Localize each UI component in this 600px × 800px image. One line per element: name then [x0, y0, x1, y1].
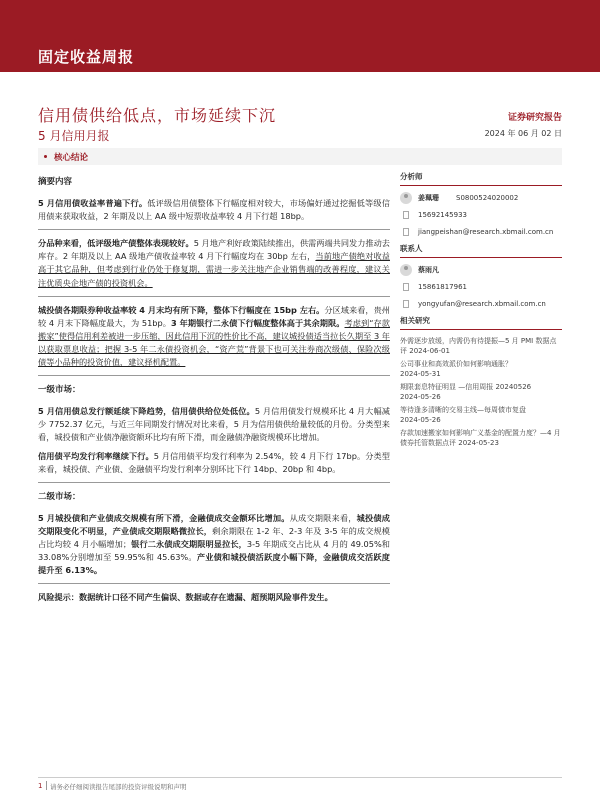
main-content — [38, 172, 390, 609]
related-heading: 相关研究 — [400, 316, 562, 330]
divider — [38, 229, 390, 230]
p4-text: 5 月信用债发行规模环比 4 月大幅减少 7752.37 亿元，与近三年同期发行情况对比来看，5 月为信用债供给量较低的月份。分类型来看，城投债和产业债净融资额环比均有所下滑，而金融债净融资规模环比增加。 — [38, 406, 390, 443]
footer-disclaimer: 请务必仔细阅读报告尾部的投资评级说明和声明 — [50, 783, 187, 791]
primary-market-heading: 一级市场： — [38, 385, 81, 396]
paragraph-6 — [38, 512, 390, 577]
p6-text-3: 3-5 年期成交占比从 4 月的 49.05%和 33.08%分别增加至 59.95%和 45.63%。 — [38, 538, 390, 563]
person-icon — [400, 192, 412, 204]
p2-bold: 分品种来看，低评级地产债整体表现较好。 — [38, 238, 194, 249]
risk-warning — [38, 591, 390, 604]
paragraph-3 — [38, 304, 390, 369]
report-type-label: 证券研究报告 — [507, 113, 562, 123]
p1-text: 低评级信用债整体下行幅度相对较大，市场偏好通过挖掘低等级信用债来获取收益，2 年期及以上 AA 级中短票收益率较 4 月下行超 18bp。 — [38, 198, 390, 222]
p5-text: 5 月信用债平均发行利率为 2.54%，较 4 月下行 17bp。分类型来看，城投债、产业债、金融债平均发行利率分别环比下行 14bp、20bp 和 4bp。 — [38, 450, 390, 474]
mail-icon — [403, 228, 409, 236]
p6-text-2: 剩余期限在 1-2 年、2-3 年及 3-5 年的成交规模占比均较 4 月小幅增加； — [38, 525, 390, 549]
contact-name: 蔡雨凡 — [418, 266, 439, 274]
phone-icon — [403, 211, 409, 219]
analyst-cert: S0800524020002 — [456, 194, 519, 202]
analyst-email[interactable]: jiangpeishan@research.xbmail.com.cn — [418, 228, 554, 236]
email-row — [400, 227, 562, 237]
email-row — [400, 299, 562, 309]
page-number: 1 — [38, 782, 43, 790]
bullet-icon — [44, 155, 47, 158]
paragraph-1 — [38, 197, 390, 223]
phone-row — [400, 282, 562, 292]
p6-bold-3: 银行二永债成交期限明显拉长， — [131, 538, 247, 549]
summary-heading: 摘要内容 — [38, 177, 73, 187]
contact-email[interactable]: yongyufan@research.xbmail.com.cn — [418, 300, 546, 308]
mail-icon — [403, 300, 409, 308]
p4-bold: 5 月信用债总发行额延续下降趋势，信用债供给位处低位。 — [38, 406, 255, 417]
related-item[interactable]: 等待逢多清晰的交易主线—每周债市复盘 2024-05-26 — [400, 406, 526, 424]
report-series-title: 固定收益周报 — [38, 48, 135, 66]
divider — [38, 296, 390, 297]
paragraph-2 — [38, 237, 390, 289]
analyst-phone: 15692145933 — [418, 211, 467, 219]
related-item[interactable]: 期限套息特征明显 —信用周报 20240526 2024-05-26 — [400, 383, 532, 401]
p6-bold: 5 月城投债和产业债成交规模有所下滑，金融债成交金额环比增加。 — [38, 512, 290, 523]
secondary-market-heading: 二级市场： — [38, 491, 81, 502]
divider — [38, 375, 390, 376]
contact-heading: 联系人 — [400, 244, 562, 258]
paragraph-5 — [38, 450, 390, 476]
divider — [38, 583, 390, 584]
p5-bold: 信用债平均发行利率继续下行。 — [38, 450, 154, 461]
related-item[interactable]: 外需逐步放缓，内需仍有待提振—5 月 PMI 数据点评 2024-06-01 — [400, 337, 557, 355]
analyst-heading: 分析师 — [400, 172, 562, 186]
analyst-name: 姜珮珊 — [418, 194, 439, 202]
section-label: 核心结论 — [54, 153, 89, 163]
phone-row — [400, 210, 562, 220]
p3-underline: 考虑到“存款搬家”使得信用利差被进一步压缩，因此信用下沉的性价比不高，建议城投债适当拉长久期至 3 年以获取票息收益；把握 3-5 年二永债投资机会，“资产荒”背景下也可关注券商次级债、保险次级债等小品种的投资价值，建议择机配置。 — [38, 317, 390, 368]
p2-underline: 当前地产债绝对收益高于其它品种，但考虑到行业仍处于修复期，需进一步关注地产企业销售端的改善程度，建议关注优质央企地产债的投资机会。 — [38, 251, 390, 288]
footer-separator — [46, 781, 47, 790]
related-item[interactable]: 公司事业和高效派价如何影响通胀？ 2024-05-31 — [400, 360, 512, 378]
p6-text: 从成交期限来看， — [289, 512, 357, 523]
analyst-row — [400, 192, 562, 206]
p2-text: 5 月地产利好政策陆续推出，供需两端共同发力推动去库存。2 年期及以上 AA 级地产债收益率较 4 月下行幅度均在 30bp 左右， — [38, 238, 390, 262]
p1-bold: 5 月信用债收益率普遍下行。 — [38, 198, 148, 209]
divider — [38, 482, 390, 483]
risk-text: 风险提示：数据统计口径不同产生偏误、数据或存在遗漏、超预期风险事件发生。 — [38, 592, 333, 603]
person-icon — [400, 264, 412, 276]
section-bar — [38, 148, 562, 165]
related-item[interactable]: 存款加速搬家如何影响广义基金的配置力度？—4 月债券托管数据点评 2024-05-23 — [400, 429, 561, 447]
phone-icon — [403, 283, 409, 291]
footer-divider — [38, 777, 562, 778]
contact-phone: 15861817961 — [418, 283, 467, 291]
p3-text: 分区域来看，贵州较 4 月末下降幅度最大，为 51bp。 — [38, 304, 390, 328]
page-title: 信用债供给低点，市场延续下沉 — [38, 106, 277, 125]
report-date: 2024 年 06 月 02 日 — [484, 129, 562, 138]
p6-bold-4: 产业债和城投债活跃度小幅下降，金融债成交活跃度提升至 6.13%。 — [38, 552, 390, 576]
paragraph-4 — [38, 405, 390, 444]
contact-row — [400, 264, 562, 278]
page-subtitle: 5 月信用月报 — [38, 129, 110, 143]
header-banner — [0, 0, 600, 72]
sidebar — [400, 172, 562, 451]
p3-bold: 城投债各期限券种收益率较 4 月末均有所下降，整体下行幅度在 15bp 左右。 — [38, 304, 325, 315]
p3-bold-2: 3 年期银行二永债下行幅度整体高于其余期限。 — [171, 317, 345, 328]
p6-bold-2: 城投债成交期限变化不明显，产业债成交期限略微拉长， — [38, 512, 390, 536]
